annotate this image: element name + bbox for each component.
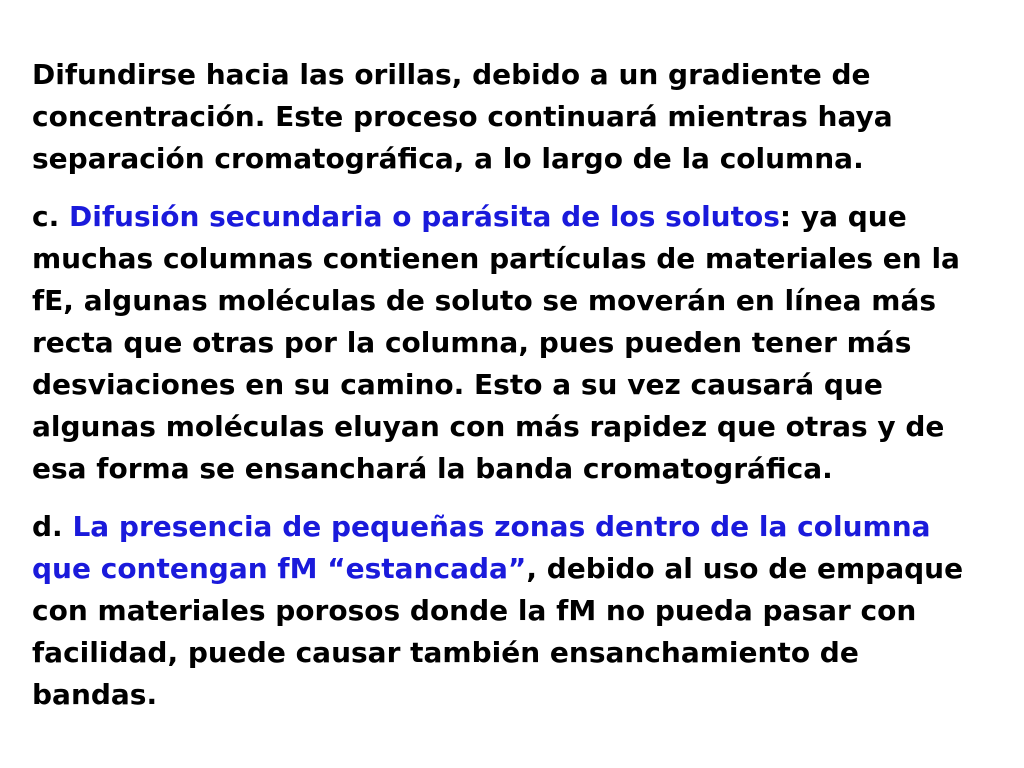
text-line: , debido al uso de empaque — [526, 552, 964, 585]
text-line: facilidad, puede causar también ensanchamiento de — [32, 636, 859, 669]
text-line: Difundirse hacia las orillas, debido a un gradiente de — [32, 58, 871, 91]
text-line: bandas. — [32, 678, 158, 711]
text-line: fE, algunas moléculas de soluto se moverán en línea más — [32, 284, 937, 317]
text-line: : ya que — [779, 200, 907, 233]
paragraph-diffusion-continuation — [32, 54, 992, 180]
highlighted-term: Difusión secundaria o parásita de los solutos — [68, 200, 780, 233]
text-line: recta que otras por la columna, pues pueden tener más — [32, 326, 912, 359]
text-line: con materiales porosos donde la fM no pueda pasar con — [32, 594, 917, 627]
text-line: separación cromatográfica, a lo largo de la columna. — [32, 142, 864, 175]
text-line: algunas moléculas eluyan con más rapidez que otras y de — [32, 410, 945, 443]
item-marker: d. — [32, 510, 63, 543]
text-line: desviaciones en su camino. Esto a su vez causará que — [32, 368, 883, 401]
text-line: muchas columnas contienen partículas de materiales en la — [32, 242, 960, 275]
text-line: esa forma se ensanchará la banda cromatográfica. — [32, 452, 833, 485]
item-marker: c. — [32, 200, 60, 233]
highlighted-term: La presencia de pequeñas zonas dentro de la columna — [72, 510, 931, 543]
highlighted-term: que contengan fM “estancada” — [32, 552, 527, 585]
text-line: concentración. Este proceso continuará mientras haya — [32, 100, 893, 133]
paragraph-item-d — [32, 506, 992, 716]
paragraph-item-c — [32, 196, 992, 490]
